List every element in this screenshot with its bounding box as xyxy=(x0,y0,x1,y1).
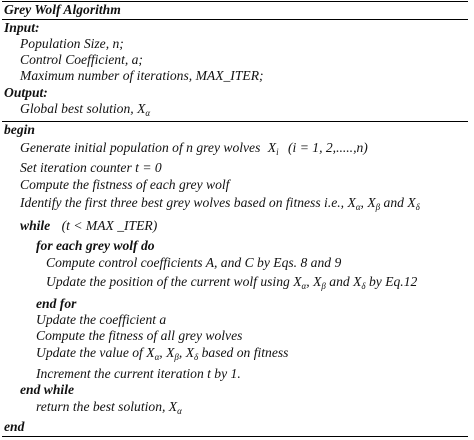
step-set-counter: Set iteration counter t = 0 xyxy=(20,160,162,175)
step-increment: Increment the current iteration t by 1. xyxy=(36,366,241,381)
end-keyword: end xyxy=(4,419,25,434)
rule-above-begin xyxy=(2,121,468,122)
while-condition: (t < MAX _ITER) xyxy=(61,218,158,233)
while-keyword: while xyxy=(20,218,51,233)
begin-keyword: begin xyxy=(4,122,35,137)
input-label: Input: xyxy=(4,20,40,35)
output-global-best xyxy=(20,101,150,121)
step-update-value: Update the value of $X_\alpha$, $X_\beta$, $X_\delta$ based on fitness xyxy=(36,345,289,362)
input-control-coefficient: Control Coefficient, a; xyxy=(20,52,143,67)
step-update-coefficient: Update the coefficient a xyxy=(36,312,167,327)
step-compute-all: Compute the fitness of all grey wolves xyxy=(36,328,243,343)
output-label: Output: xyxy=(4,85,48,100)
step-compute-fitness: Compute the fistness of each grey wolf xyxy=(20,177,230,192)
output-x-alpha: $X_\alpha$ xyxy=(137,101,151,118)
step-identify: Identify the first three best grey wolves based on fitness i.e., $X_\alpha$, $X_\beta$ and $X_\delta$ xyxy=(20,195,420,212)
step-update-position: Update the position of the current wolf using $X_\alpha$, $X_\beta$ and $X_\delta$ by Eq.12 xyxy=(46,274,418,291)
step-generate: Generate initial population of n grey wolves $X_i$ (i = 1, 2,.....,n) xyxy=(20,140,368,157)
end-for-keyword: end for xyxy=(36,296,77,311)
rule-bottom xyxy=(2,436,468,437)
step-compute-coefficients: Compute control coefficients A, and C by Eqs. 8 and 9 xyxy=(46,255,342,270)
input-population-size: Population Size, n; xyxy=(20,36,124,51)
step-return: return the best solution, $X_\alpha$ xyxy=(36,399,182,416)
output-text: Global best solution, xyxy=(20,101,134,116)
while-line xyxy=(20,218,157,234)
algorithm-title: Grey Wolf Algorithm xyxy=(4,2,121,17)
for-each-line: for each grey wolf do xyxy=(36,238,155,253)
rule-below-title xyxy=(2,19,468,20)
end-while-keyword: end while xyxy=(20,382,75,397)
input-max-iterations: Maximum number of iterations, MAX_ITER; xyxy=(20,68,264,83)
